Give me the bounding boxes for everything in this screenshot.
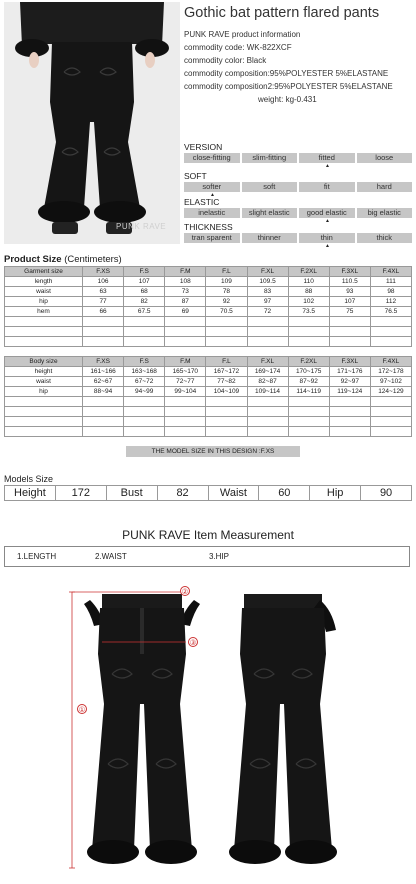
table-row (5, 287, 412, 297)
model-photo-illustration (4, 2, 180, 244)
table-cell (329, 327, 370, 337)
product-size-title: Product Size (Centimeters) (4, 254, 122, 265)
models-size-row (5, 486, 412, 501)
product-info (184, 28, 393, 106)
table-cell (288, 397, 329, 407)
table-cell (288, 417, 329, 427)
table-cell (247, 417, 288, 427)
table-cell (124, 397, 165, 407)
table-cell: F.S (124, 357, 165, 367)
table-cell (370, 427, 411, 437)
triangle-up-icon: ▲ (325, 218, 330, 224)
table-cell (5, 317, 83, 327)
measurement-length: 1.LENGTH (17, 552, 57, 561)
table-cell: hem (5, 307, 83, 317)
models-size-label: Hip (310, 486, 361, 501)
attribute-label: SOFT (184, 171, 207, 181)
table-row (5, 427, 412, 437)
table-cell (124, 417, 165, 427)
table-cell: F.M (165, 357, 206, 367)
table-cell (83, 317, 124, 327)
table-cell: F.L (206, 267, 247, 277)
table-cell (83, 427, 124, 437)
table-cell: 94~99 (124, 387, 165, 397)
attribute-option: loose (357, 153, 413, 163)
attribute-option: soft (242, 182, 298, 192)
table-cell (206, 407, 247, 417)
table-cell: 82 (124, 297, 165, 307)
table-cell (329, 427, 370, 437)
table-cell: waist (5, 287, 83, 297)
table-cell: height (5, 367, 83, 377)
attribute-option: fitted (299, 153, 355, 163)
table-cell: 75 (329, 307, 370, 317)
attribute-option: thick (357, 233, 413, 243)
table-cell (370, 317, 411, 327)
table-cell (124, 327, 165, 337)
table-cell: 62~67 (83, 377, 124, 387)
table-cell: F.XS (83, 357, 124, 367)
table-cell (247, 327, 288, 337)
table-cell: 97~102 (370, 377, 411, 387)
table-row (5, 387, 412, 397)
table-cell: 171~176 (329, 367, 370, 377)
product-photo-model (4, 2, 180, 244)
table-cell: 72~77 (165, 377, 206, 387)
models-size-label: Height (5, 486, 56, 501)
table-cell: 73 (165, 287, 206, 297)
models-size-label: Bust (106, 486, 157, 501)
table-cell: waist (5, 377, 83, 387)
attribute-thickness (184, 222, 412, 249)
table-cell (206, 427, 247, 437)
table-row (5, 317, 412, 327)
attribute-option: slim-fitting (242, 153, 298, 163)
table-cell: 110.5 (329, 277, 370, 287)
table-cell (288, 317, 329, 327)
table-cell: 97 (247, 297, 288, 307)
attribute-option: hard (357, 182, 413, 192)
table-cell (165, 327, 206, 337)
table-cell (247, 317, 288, 327)
commodity-code: commodity code: WK-822XCF (184, 43, 292, 52)
table-cell: F.L (206, 357, 247, 367)
models-size-value: 60 (259, 486, 310, 501)
table-row (5, 307, 412, 317)
attribute-option: fit (299, 182, 355, 192)
table-cell (206, 327, 247, 337)
table-cell (206, 397, 247, 407)
table-cell (83, 337, 124, 347)
marker-waist: ② (181, 587, 189, 596)
table-cell: 93 (329, 287, 370, 297)
table-cell (370, 417, 411, 427)
table-cell: 161~166 (83, 367, 124, 377)
table-cell (329, 407, 370, 417)
table-row (5, 297, 412, 307)
table-cell: 109.5 (247, 277, 288, 287)
table-cell (83, 407, 124, 417)
attribute-option: big elastic (357, 208, 413, 218)
measurement-waist: 2.WAIST (95, 552, 127, 561)
product-size-table (4, 266, 412, 347)
table-cell: 167~172 (206, 367, 247, 377)
table-cell: 108 (165, 277, 206, 287)
table-row (5, 407, 412, 417)
marker-length: ① (78, 705, 86, 714)
table-cell: 172~178 (370, 367, 411, 377)
measurement-title: PUNK RAVE Item Measurement (122, 528, 294, 542)
table-cell: 98 (370, 287, 411, 297)
table-cell: 114~119 (288, 387, 329, 397)
table-cell: 112 (370, 297, 411, 307)
commodity-weight: weight: kg-0.431 (258, 95, 317, 104)
table-cell: F.S (124, 267, 165, 277)
table-cell (5, 337, 83, 347)
attribute-elastic (184, 197, 412, 224)
table-cell (165, 337, 206, 347)
table-row (5, 337, 412, 347)
table-row (5, 327, 412, 337)
measurement-hip: 3.HIP (209, 552, 230, 561)
table-row (5, 377, 412, 387)
commodity-composition2: commodity composition2:95%POLYESTER 5%ELASTANE (184, 82, 393, 91)
commodity-composition: commodity composition:95%POLYESTER 5%ELASTANE (184, 69, 389, 78)
marker-hip: ③ (189, 638, 197, 647)
attribute-label: VERSION (184, 142, 223, 152)
table-cell: 69 (165, 307, 206, 317)
table-cell: 109~114 (247, 387, 288, 397)
body-size-table (4, 356, 412, 437)
commodity-color: commodity color: Black (184, 56, 267, 65)
table-cell: 63 (83, 287, 124, 297)
table-cell (165, 397, 206, 407)
models-size-value: 82 (157, 486, 208, 501)
table-cell (165, 317, 206, 327)
table-cell (124, 407, 165, 417)
table-cell (83, 397, 124, 407)
table-row (5, 277, 412, 287)
info-heading: PUNK RAVE product information (184, 30, 301, 39)
table-cell: F.M (165, 267, 206, 277)
attribute-label: THICKNESS (184, 222, 233, 232)
table-cell: F.2XL (288, 267, 329, 277)
table-cell: 72 (247, 307, 288, 317)
table-cell: 87~92 (288, 377, 329, 387)
table-cell (247, 407, 288, 417)
table-cell: F.3XL (329, 267, 370, 277)
attribute-bar (184, 208, 412, 218)
table-cell (5, 327, 83, 337)
attribute-bar (184, 182, 412, 192)
models-size-label: Waist (208, 486, 259, 501)
attribute-label: ELASTIC (184, 197, 220, 207)
product-title: Gothic bat pattern flared pants (184, 5, 380, 21)
table-cell: 88~94 (83, 387, 124, 397)
table-cell (124, 337, 165, 347)
table-cell: 73.5 (288, 307, 329, 317)
table-cell: 67.5 (124, 307, 165, 317)
table-cell: 109 (206, 277, 247, 287)
table-cell (83, 327, 124, 337)
attribute-version (184, 142, 412, 169)
attribute-option: softer (184, 182, 240, 192)
table-cell: 104~109 (206, 387, 247, 397)
table-cell: 78 (206, 287, 247, 297)
table-cell (124, 427, 165, 437)
attribute-option: thinner (242, 233, 298, 243)
table-cell (288, 337, 329, 347)
table-cell: 77 (83, 297, 124, 307)
table-cell (5, 417, 83, 427)
table-header-row (5, 267, 412, 277)
table-cell: hip (5, 387, 83, 397)
flat-pants-illustration (68, 584, 344, 876)
models-size-title: Models Size (4, 474, 54, 484)
table-cell: 106 (83, 277, 124, 287)
table-cell: 67~72 (124, 377, 165, 387)
table-cell (165, 427, 206, 437)
table-cell: F.4XL (370, 267, 411, 277)
table-cell (329, 337, 370, 347)
table-cell: 99~104 (165, 387, 206, 397)
table-cell (165, 407, 206, 417)
table-cell: F.2XL (288, 357, 329, 367)
table-cell: F.XL (247, 267, 288, 277)
table-cell: Garment size (5, 267, 83, 277)
table-cell (288, 327, 329, 337)
table-cell: hip (5, 297, 83, 307)
table-cell: 107 (329, 297, 370, 307)
table-cell (288, 407, 329, 417)
table-cell: 165~170 (165, 367, 206, 377)
table-cell: 119~124 (329, 387, 370, 397)
table-cell (370, 337, 411, 347)
table-cell: 70.5 (206, 307, 247, 317)
attribute-option: good elastic (299, 208, 355, 218)
attribute-option: tran sparent (184, 233, 240, 243)
product-photo-flat (68, 584, 344, 876)
table-cell (5, 407, 83, 417)
table-cell: 83 (247, 287, 288, 297)
table-cell (329, 417, 370, 427)
table-cell: 77~82 (206, 377, 247, 387)
table-cell (247, 397, 288, 407)
table-cell: 76.5 (370, 307, 411, 317)
attribute-option: close-fitting (184, 153, 240, 163)
watermark: PUNK RAVE (116, 222, 167, 231)
table-header-row (5, 357, 412, 367)
table-cell: 92~97 (329, 377, 370, 387)
table-cell (83, 417, 124, 427)
back-pants (229, 594, 337, 864)
table-cell (165, 417, 206, 427)
table-cell: 87 (165, 297, 206, 307)
attribute-soft (184, 171, 412, 198)
triangle-up-icon: ▲ (325, 243, 330, 249)
models-size-value: 90 (361, 486, 412, 501)
table-cell: 111 (370, 277, 411, 287)
table-cell: 102 (288, 297, 329, 307)
table-cell (5, 397, 83, 407)
table-cell (247, 337, 288, 347)
table-cell: 170~175 (288, 367, 329, 377)
table-cell: 169~174 (247, 367, 288, 377)
table-cell (329, 317, 370, 327)
table-cell: 107 (124, 277, 165, 287)
front-pants (84, 594, 200, 864)
table-cell (370, 407, 411, 417)
attribute-bar (184, 153, 412, 163)
table-cell (206, 417, 247, 427)
table-cell: 88 (288, 287, 329, 297)
table-cell: 82~87 (247, 377, 288, 387)
table-cell (370, 397, 411, 407)
table-cell: F.4XL (370, 357, 411, 367)
models-size-value: 172 (55, 486, 106, 501)
table-cell (247, 427, 288, 437)
attribute-option: inelastic (184, 208, 240, 218)
table-cell: 124~129 (370, 387, 411, 397)
table-cell (288, 427, 329, 437)
table-cell (329, 397, 370, 407)
attribute-option: slight elastic (242, 208, 298, 218)
table-cell: 68 (124, 287, 165, 297)
table-cell: length (5, 277, 83, 287)
table-cell: 110 (288, 277, 329, 287)
attribute-option: thin (299, 233, 355, 243)
table-cell: 163~168 (124, 367, 165, 377)
table-cell: Body size (5, 357, 83, 367)
models-size-table (4, 485, 412, 501)
table-row (5, 397, 412, 407)
table-row (5, 417, 412, 427)
triangle-up-icon: ▲ (210, 192, 215, 198)
table-cell: 66 (83, 307, 124, 317)
table-cell: F.XL (247, 357, 288, 367)
table-cell (206, 317, 247, 327)
table-cell: F.3XL (329, 357, 370, 367)
measurement-legend (4, 546, 410, 567)
table-cell: F.XS (83, 267, 124, 277)
triangle-up-icon: ▲ (325, 163, 330, 169)
table-cell (370, 327, 411, 337)
table-row (5, 367, 412, 377)
table-cell (5, 427, 83, 437)
table-cell (124, 317, 165, 327)
table-cell (206, 337, 247, 347)
table-cell: 92 (206, 297, 247, 307)
model-size-note: THE MODEL SIZE IN THIS DESIGN :F.XS (126, 446, 300, 457)
attribute-bar (184, 233, 412, 243)
